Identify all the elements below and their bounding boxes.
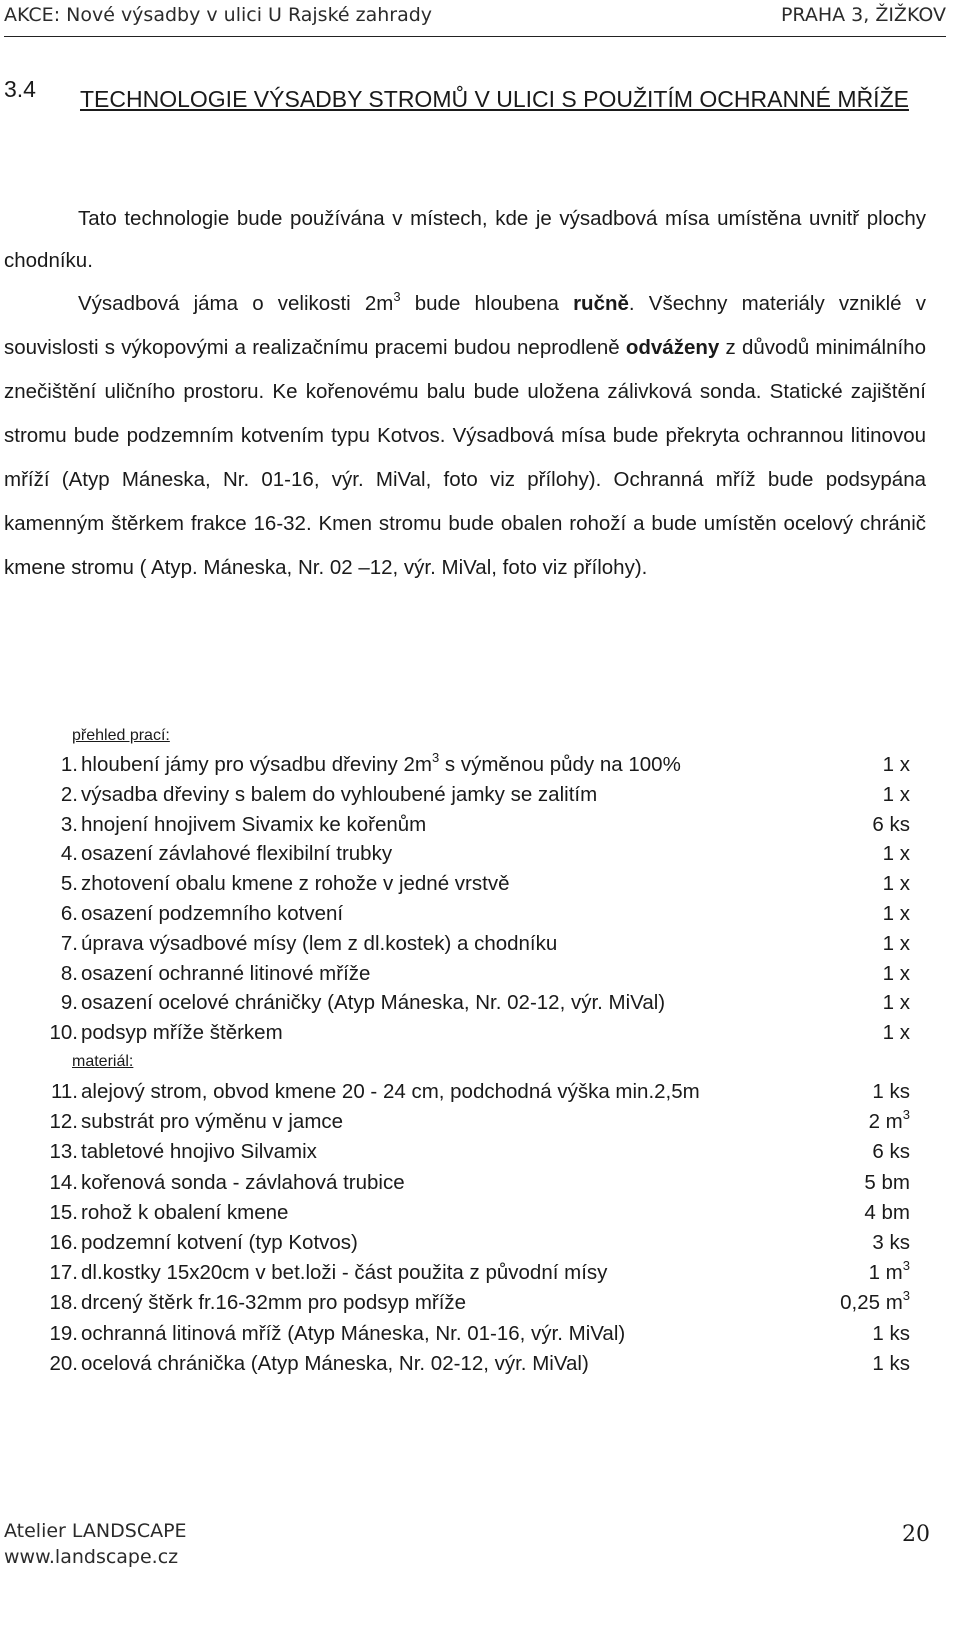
item-description [81, 1110, 343, 1134]
item-text: hloubení jámy pro výsadbu dřeviny 2m [81, 753, 432, 776]
item-description [81, 932, 557, 956]
item-quantity [872, 813, 910, 837]
item-quantity [864, 1201, 910, 1225]
quantity-value: 2 m [868, 1110, 903, 1134]
item-text: osazení ocelové chráničky (Atyp Máneska, Nr. 02-12, výr. MiVal) [81, 991, 666, 1015]
item-description [81, 1171, 405, 1195]
item-description [81, 902, 343, 926]
quantity-value: 1 x [882, 782, 910, 806]
quantity-value: 1 x [882, 842, 910, 866]
item-number: 15. [49, 1200, 78, 1224]
item-text: ochranná litinová mříž (Atyp Máneska, Nr. 01-16, výr. MiVal) [81, 1321, 626, 1345]
item-text: podsyp mříže štěrkem [81, 1021, 283, 1045]
item-description [81, 842, 392, 866]
list-item [42, 962, 910, 992]
para-text: z důvodů minimálního znečištění uličního prostoru. Ke kořenovému balu bude uložena zálivková sonda. Statické zajištění stromu bude podzemním kotvením typu Kotvos. Výsadbová mísa bude překryta ochrannou litinovou mříží (Atyp Máneska, Nr. 01-16, výr. MiVal, foto viz přílohy). Ochranná mříž bude podsypána kamenným štěrkem frakce 16-32. Kmen stromu bude obalen rohoží a bude umístěn ocelový chránič kmene stromu ( Atyp. Máneska, Nr. 02 –12, výr. MiVal, foto viz přílohy). [4, 336, 926, 579]
item-description [81, 1291, 466, 1315]
list-item [42, 1352, 910, 1382]
list-item [42, 783, 910, 813]
quantity-value: 3 ks [872, 1231, 910, 1254]
quantity-value: 5 bm [864, 1170, 910, 1194]
item-quantity [872, 1322, 910, 1346]
list-item [42, 872, 910, 902]
quantity-value: 6 ks [872, 812, 910, 836]
quantity-value: 1 x [882, 991, 910, 1015]
item-number: 4. [60, 842, 78, 866]
header-project: AKCE: Nové výsadby v ulici U Rajské zahrady [4, 4, 433, 26]
quantity-value: 1 x [882, 753, 910, 776]
list-item [42, 1258, 910, 1291]
item-number: 9. [60, 991, 78, 1015]
quantity-value: 1 x [882, 872, 910, 896]
item-description [81, 991, 665, 1015]
item-quantity [872, 1231, 910, 1255]
quantity-value: 1 ks [872, 1080, 910, 1103]
list-item [42, 991, 910, 1021]
item-number: 10. [49, 1021, 78, 1045]
header-divider [4, 36, 946, 37]
item-description [81, 783, 597, 807]
item-number: 20. [49, 1351, 78, 1375]
quantity-value: 1 x [882, 902, 910, 925]
item-text: ocelová chránička (Atyp Máneska, Nr. 02-12, výr. MiVal) [81, 1351, 589, 1375]
item-number: 18. [49, 1291, 78, 1315]
item-number: 3. [60, 812, 78, 836]
item-number: 1. [60, 753, 78, 776]
para-text: Výsadbová jáma o velikosti 2m [78, 292, 394, 315]
item-number: 5. [60, 872, 78, 896]
quantity-value: 1 x [882, 961, 910, 985]
item-text: osazení závlahové flexibilní trubky [81, 842, 393, 866]
list-item [42, 1107, 910, 1140]
para-text: . Všechny materiály vzniklé v souvislosti s výkopovými a realizačnímu pracemi budou neprodleně [4, 292, 926, 359]
item-description [81, 1021, 283, 1045]
item-description [81, 872, 509, 896]
list-item [42, 1322, 910, 1352]
item-quantity [868, 1258, 910, 1285]
quantity-value: 1 x [882, 931, 910, 955]
quantity-value: 1 ks [872, 1351, 910, 1375]
materials-label: materiál: [72, 1053, 134, 1070]
quantity-value: 0,25 m [840, 1291, 903, 1315]
page-header [4, 4, 946, 40]
item-description [81, 750, 681, 777]
paragraph-technology [4, 282, 926, 590]
list-item [42, 1201, 910, 1231]
item-text: zhotovení obalu kmene z rohože v jedné vrstvě [81, 872, 510, 896]
item-quantity [868, 1107, 910, 1134]
header-location: PRAHA 3, ŽIŽKOV [780, 4, 946, 26]
bold-text: ručně [573, 292, 629, 315]
list-item [42, 1140, 910, 1170]
item-number: 12. [49, 1110, 78, 1134]
list-item [42, 1171, 910, 1201]
item-number: 2. [60, 782, 78, 806]
item-number: 13. [49, 1140, 78, 1164]
superscript: 3 [902, 1288, 910, 1304]
item-text: úprava výsadbové mísy (lem z dl.kostek) a chodníku [81, 931, 558, 955]
item-quantity [864, 1171, 910, 1195]
page-number: 20 [902, 1522, 930, 1547]
item-description [81, 1201, 288, 1225]
item-text: osazení ochranné litinové mříže [81, 961, 371, 985]
list-item [42, 1288, 910, 1321]
item-description [81, 1322, 625, 1346]
item-quantity [883, 902, 910, 926]
item-text: rohož k obalení kmene [81, 1200, 289, 1224]
list-item [42, 932, 910, 962]
superscript: 3 [902, 1258, 910, 1274]
item-text: osazení podzemního kotvení [81, 902, 344, 925]
item-quantity [883, 932, 910, 956]
item-quantity [872, 1140, 910, 1164]
item-number: 17. [49, 1261, 78, 1285]
quantity-value: 4 bm [864, 1200, 910, 1224]
item-description [81, 1080, 700, 1104]
section-title: TECHNOLOGIE VÝSADBY STROMŮ V ULICI S POUŽITÍM OCHRANNÉ MŘÍŽE [80, 86, 909, 112]
item-number: 16. [49, 1231, 78, 1254]
footer-web: www.landscape.cz [4, 1546, 179, 1568]
item-quantity [883, 783, 910, 807]
item-text: podzemní kotvení (typ Kotvos) [81, 1231, 358, 1254]
item-quantity [883, 753, 910, 777]
item-number: 8. [60, 961, 78, 985]
item-quantity [840, 1288, 910, 1315]
list-item [42, 813, 910, 843]
item-text: tabletové hnojivo Silvamix [81, 1140, 317, 1164]
quantity-value: 1 x [882, 1021, 910, 1045]
item-text: dl.kostky 15x20cm v bet.loži - část použita z původní mísy [81, 1261, 608, 1285]
bold-text: odváženy [625, 336, 720, 359]
quantity-value: 1 ks [872, 1321, 910, 1345]
item-description [81, 1352, 589, 1376]
list-item [42, 1021, 910, 1051]
item-number: 11. [51, 1080, 78, 1103]
list-item [42, 1231, 910, 1261]
section-number: 3.4 [4, 76, 36, 102]
list-item [42, 750, 910, 783]
item-quantity [883, 872, 910, 896]
item-description [81, 962, 370, 986]
item-quantity [872, 1352, 910, 1376]
item-number: 7. [60, 931, 78, 955]
quantity-value: 1 m [868, 1261, 903, 1285]
item-text: výsadba dřeviny s balem do vyhloubené jamky se zalitím [81, 782, 598, 806]
item-description [81, 1140, 317, 1164]
item-number: 6. [60, 902, 78, 925]
item-text: drcený štěrk fr.16-32mm pro podsyp mříže [81, 1291, 467, 1315]
item-quantity [883, 991, 910, 1015]
item-description [81, 813, 426, 837]
item-quantity [872, 1080, 910, 1104]
item-number: 19. [49, 1321, 78, 1345]
item-number: 14. [49, 1170, 78, 1194]
item-text: hnojení hnojivem Sivamix ke kořenům [81, 812, 427, 836]
item-description [81, 1231, 358, 1255]
item-quantity [883, 962, 910, 986]
para-text: bude hloubena [400, 292, 574, 315]
superscript: 3 [393, 289, 401, 304]
item-text: substrát pro výměnu v jamce [81, 1110, 344, 1134]
item-text: alejový strom, obvod kmene 20 - 24 cm, podchodná výška min.2,5m [81, 1080, 700, 1103]
superscript: 3 [431, 750, 440, 765]
list-item [42, 842, 910, 872]
item-text: kořenová sonda - závlahová trubice [81, 1170, 405, 1194]
superscript: 3 [902, 1107, 910, 1123]
item-text: s výměnou půdy na 100% [439, 753, 681, 776]
quantity-value: 6 ks [872, 1140, 910, 1164]
footer-company: Atelier LANDSCAPE [4, 1520, 187, 1542]
item-description [81, 1261, 607, 1285]
paragraph-intro: Tato technologie bude používána v místech, kde je výsadbová mísa umístěna uvnitř plochy chodníku. [4, 207, 926, 272]
list-item [42, 1080, 910, 1110]
item-quantity [883, 1021, 910, 1045]
item-quantity [883, 842, 910, 866]
list-item [42, 902, 910, 932]
works-label: přehled prací: [72, 727, 170, 744]
